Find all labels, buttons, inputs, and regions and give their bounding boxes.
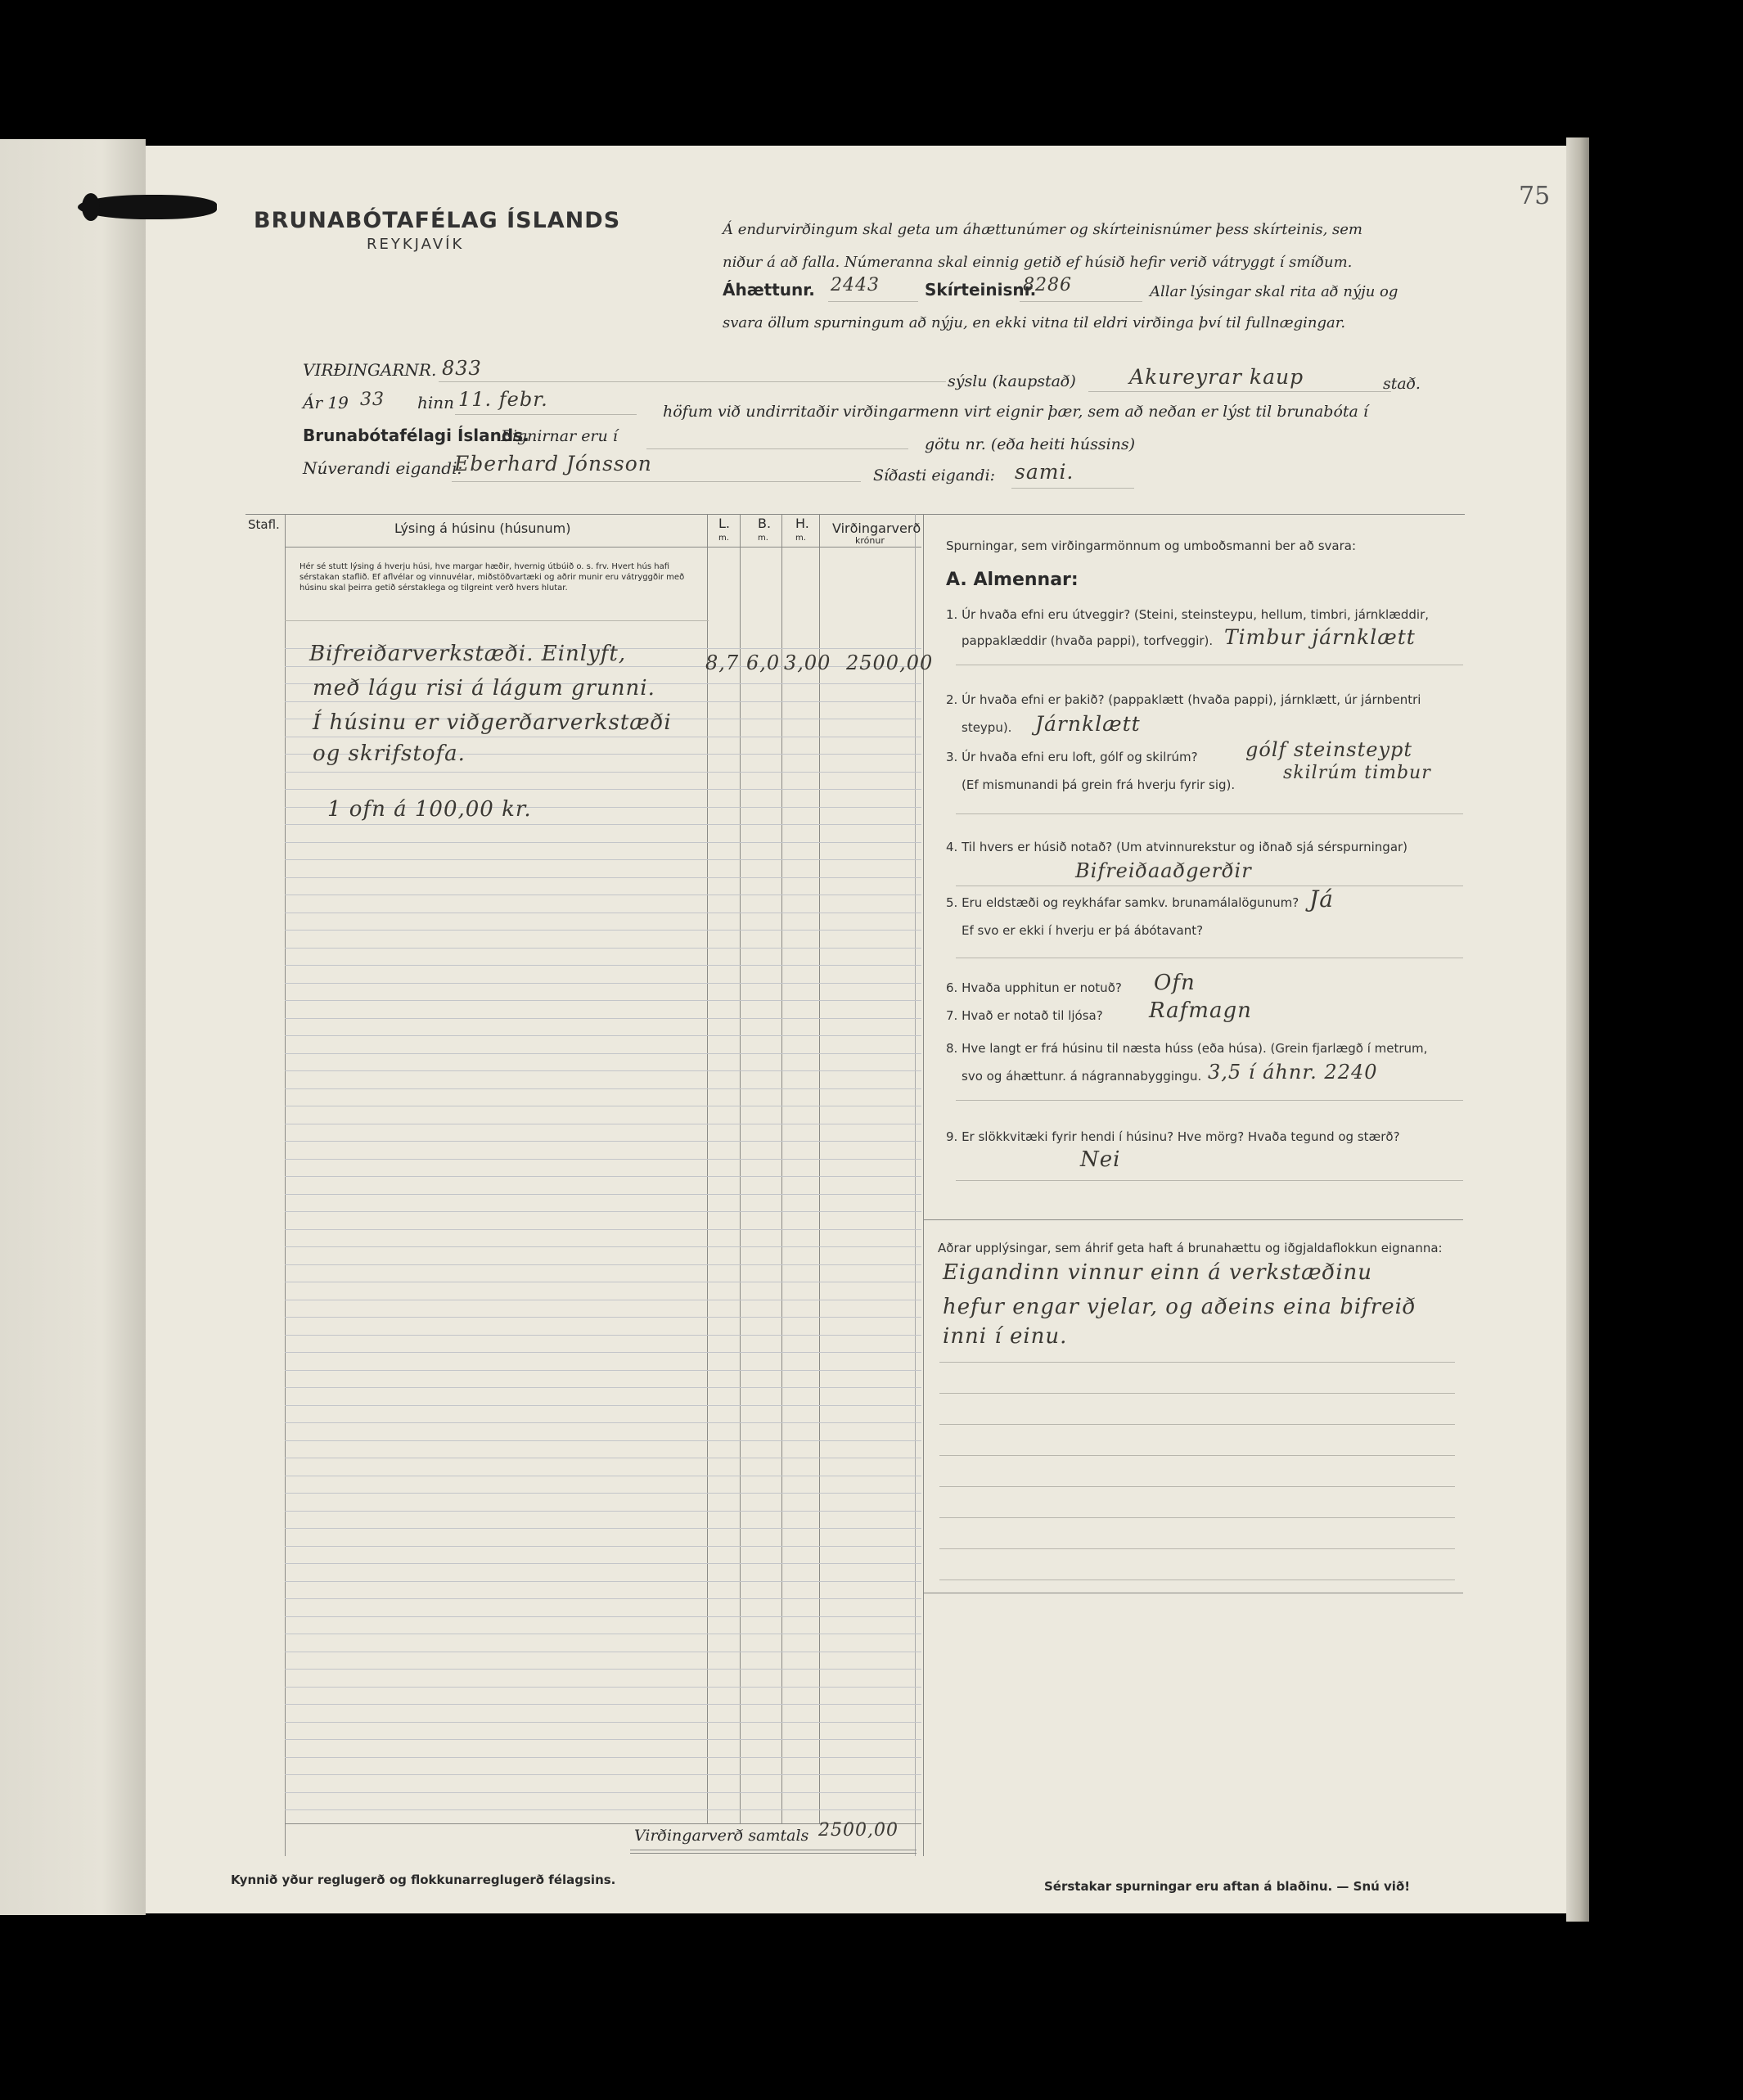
ruled-row-line [285, 1018, 921, 1019]
col-l: L. [718, 516, 730, 531]
ruled-row-line [285, 1352, 921, 1353]
q1-line-1: 1. Úr hvaða efni eru útveggir? (Steini, steinsteypu, hellum, timbri, járnklæddir, [946, 607, 1430, 622]
q2-line-1: 2. Úr hvaða efni er þakið? (pappaklætt (hvaða pappi), járnklætt, úr járnbentri [946, 692, 1421, 707]
ruled-row-line [285, 1511, 921, 1512]
ruled-row-line [285, 1264, 921, 1265]
q6-line-1: 6. Hvaða upphitun er notuð? [946, 980, 1122, 995]
ruled-row-line [285, 965, 921, 966]
ruled-row-line [285, 1246, 921, 1247]
q8-line-1: 8. Hve langt er frá húsinu til næsta húss (eða húsa). (Grein fjarlægð í metrum, [946, 1041, 1428, 1056]
owner-label: Núverandi eigandi: [303, 458, 463, 478]
desc-line-4: og skrifstofa. [313, 741, 466, 766]
ruled-row-line [285, 789, 921, 790]
ruled-row-line [285, 1000, 921, 1001]
ruled-row-line [285, 1229, 921, 1230]
left-page-edge [0, 139, 146, 1915]
other-ruled-line [939, 1548, 1455, 1549]
col-b: B. [758, 516, 772, 531]
intro-line-1: Á endurvirðingum skal geta um áhættunúmer og skírteinisnúmer þess skírteinis, sem [723, 221, 1362, 238]
ruled-row-line [285, 842, 921, 843]
other-label: Aðrar upplýsingar, sem áhrif geta haft á brunahættu og iðgjaldaflokkun eignanna: [938, 1241, 1443, 1255]
ruled-row-line [285, 1809, 921, 1810]
ruled-row-line [285, 1088, 921, 1089]
brunab-label: Brunabótafélagi Íslands. [303, 426, 529, 445]
q9-answer: Nei [1080, 1147, 1121, 1172]
l-value: 8,7 [705, 651, 740, 674]
ruled-row-line [285, 1370, 921, 1371]
year-prefix: Ár 19 [303, 393, 349, 412]
cert-value: 8286 [1023, 275, 1072, 295]
other-line-2: hefur engar vjelar, og aðeins eina bifreið [943, 1295, 1416, 1319]
ruled-row-line [285, 1159, 921, 1160]
risk-value: 2443 [831, 275, 880, 295]
org-name: BRUNABÓTAFÉLAG ÍSLANDS [254, 208, 621, 233]
q1-answer: Timbur járnklætt [1224, 625, 1416, 649]
sysla-label: sýslu (kaupstað) [948, 372, 1076, 390]
virding-value: 833 [442, 357, 482, 380]
q8-line-2: svo og áhættunr. á nágrannabyggingu. [962, 1069, 1202, 1084]
ruled-row-line [285, 1774, 921, 1775]
ruled-row-line [285, 1563, 921, 1564]
total-label: Virðingarverð samtals [634, 1827, 809, 1845]
ruled-row-line [285, 1405, 921, 1406]
ruled-row-line [285, 1194, 921, 1195]
intro-line-4: svara öllum spurningum að nýju, en ekki vitna til eldri virðinga því til fullnægingar. [723, 314, 1346, 331]
ruled-row-line [285, 1687, 921, 1688]
col-verd: Virðingarverð [832, 520, 921, 536]
q5-line-2: Ef svo er ekki í hverju er þá ábótavant? [962, 923, 1204, 938]
ruled-row-line [285, 1704, 921, 1705]
ruled-row-line [285, 1440, 921, 1441]
q9-line-1: 9. Er slökkvitæki fyrir hendi í húsinu? Hve mörg? Hvaða tegund og stærð? [946, 1129, 1400, 1144]
q8-answer: 3,5 í áhnr. 2240 [1208, 1061, 1378, 1084]
ruled-row-line [285, 948, 921, 949]
other-line-1: Eigandinn vinnur einn á verkstæðinu [943, 1260, 1373, 1285]
footer-right: Sérstakar spurningar eru aftan á blaðinu. — Snú við! [1044, 1879, 1411, 1894]
other-ruled-line [939, 1393, 1455, 1394]
binder-clip-end [82, 193, 100, 221]
other-ruled-line [939, 1517, 1455, 1518]
ruled-row-line [285, 1387, 921, 1388]
cert-label: Skírteinisnr. [925, 280, 1037, 300]
col-lysing: Lýsing á húsinu (húsunum) [394, 520, 571, 536]
ruled-row-line [285, 1581, 921, 1582]
ruled-row-line [285, 1141, 921, 1142]
questions-intro: Spurningar, sem virðingarmönnum og umboðsmanni ber að svara: [946, 539, 1356, 553]
ruled-row-line [285, 930, 921, 931]
col-kronur: krónur [855, 535, 885, 546]
sysla-value: Akureyrar kaup [1129, 365, 1304, 389]
virding-label: VIRÐINGARNR. [303, 360, 437, 380]
org-city: REYKJAVÍK [367, 236, 465, 253]
year-value: 33 [360, 390, 385, 410]
ruled-row-line [285, 1335, 921, 1336]
h-value: 3,00 [784, 651, 831, 674]
ruled-row-line [285, 1757, 921, 1758]
q3-answer-1: gólf steinsteypt [1245, 738, 1413, 761]
ruled-row-line [285, 1792, 921, 1793]
ruled-row-line [285, 1176, 921, 1177]
q6-answer: Ofn [1154, 971, 1196, 995]
table-instructions: Hér sé stutt lýsing á hverju húsi, hve margar hæðir, hvernig útbúið o. s. frv. Hvert hús hafi sérstakan staflið. Ef aflvélar og vinnuvélar, miðstöðvartæki og aðrir munir eru vátryggðir með húsinu skal þeirra getið sérstaklega og tilgreint verð hvers hlutar. [300, 562, 685, 593]
hofum-text: höfum við undirritaðir virðingarmenn virt eignir þær, sem að neðan er lýst til brunabóta í [663, 403, 1368, 421]
col-b-unit: m. [758, 534, 768, 543]
ruled-row-line [285, 824, 921, 825]
desc-line-1: Bifreiðarverkstæði. Einlyft, [309, 642, 627, 666]
ruled-row-line [285, 1669, 921, 1670]
q3-line-2: (Ef mismunandi þá grein frá hverju fyrir sig). [962, 777, 1236, 792]
hinn-label: hinn [417, 393, 455, 412]
q3-line-1: 3. Úr hvaða efni eru loft, gólf og skilrúm? [946, 750, 1198, 764]
ruled-row-line [285, 772, 921, 773]
ruled-row-line [285, 701, 921, 702]
ruled-row-line [285, 1070, 921, 1071]
other-ruled-line [939, 1362, 1455, 1363]
other-ruled-line [939, 1455, 1455, 1456]
verd-value: 2500,00 [846, 651, 934, 674]
footer-left: Kynnið yður reglugerð og flokkunarreglugerð félagsins. [231, 1872, 616, 1887]
ruled-row-line [285, 1528, 921, 1529]
ruled-row-line [285, 1739, 921, 1740]
q1-line-2: pappaklæddir (hvaða pappi), torfveggir). [962, 633, 1214, 648]
ruled-row-line [285, 1211, 921, 1212]
ruled-row-line [285, 1616, 921, 1617]
other-ruled-line [939, 1486, 1455, 1487]
ruled-row-line [285, 1598, 921, 1599]
ruled-row-line [285, 1053, 921, 1054]
other-ruled-line [939, 1424, 1455, 1425]
ruled-row-line [285, 859, 921, 860]
prev-owner-label: Síðasti eigandi: [873, 466, 996, 484]
b-value: 6,0 [746, 651, 781, 674]
desc-line-3: Í húsinu er viðgerðarverkstæði [313, 710, 672, 735]
col-l-unit: m. [718, 534, 729, 543]
col-stafl: Stafl. [248, 517, 280, 532]
desc-line-2: með lágu risi á lágum grunni. [313, 676, 655, 701]
q5-answer: Já [1309, 886, 1334, 913]
col-h: H. [795, 516, 809, 531]
desc-line-5: 1 ofn á 100,00 kr. [327, 797, 532, 822]
ruled-row-line [285, 1493, 921, 1494]
ruled-row-line [285, 1722, 921, 1723]
ruled-row-line [285, 877, 921, 878]
total-value: 2500,00 [818, 1820, 899, 1841]
intro-line-3: Allar lýsingar skal rita að nýju og [1150, 283, 1398, 300]
q2-line-2: steypu). [962, 720, 1012, 735]
page-number: 75 [1519, 182, 1551, 210]
q3-answer-2: skilrúm timbur [1283, 763, 1431, 783]
q7-answer: Rafmagn [1149, 998, 1252, 1023]
other-line-3: inni í einu. [943, 1324, 1068, 1349]
ruled-row-line [285, 1035, 921, 1036]
gotu-label: götu nr. (eða heiti hússins) [925, 435, 1136, 453]
ruled-row-line [285, 1546, 921, 1547]
q4-line-1: 4. Til hvers er húsið notað? (Um atvinnurekstur og iðnað sjá sérspurningar) [946, 840, 1408, 854]
ruled-row-line [285, 1317, 921, 1318]
ruled-row-line [285, 983, 921, 984]
section-a: A. Almennar: [946, 570, 1079, 590]
ruled-row-line [285, 1422, 921, 1423]
book-edge [1566, 137, 1589, 1922]
intro-line-2: niður á að falla. Númeranna skal einnig getið ef húsið hefir verið vátryggt í smíðum. [723, 254, 1353, 271]
owner-value: Eberhard Jónsson [454, 452, 652, 475]
eignir-label: Eignirnar eru í [501, 427, 618, 445]
stad-label: stað. [1383, 375, 1421, 393]
q2-answer: Járnklætt [1035, 712, 1141, 736]
risk-label: Áhættunr. [723, 280, 815, 300]
q4-answer: Bifreiðaaðgerðir [1075, 859, 1252, 882]
date-value: 11. febr. [458, 388, 548, 411]
q5-line-1: 5. Eru eldstæði og reykháfar samkv. brunamálalögunum? [946, 895, 1299, 910]
prev-owner-value: sami. [1015, 460, 1074, 484]
col-h-unit: m. [795, 534, 806, 543]
q7-line-1: 7. Hvað er notað til ljósa? [946, 1008, 1103, 1023]
